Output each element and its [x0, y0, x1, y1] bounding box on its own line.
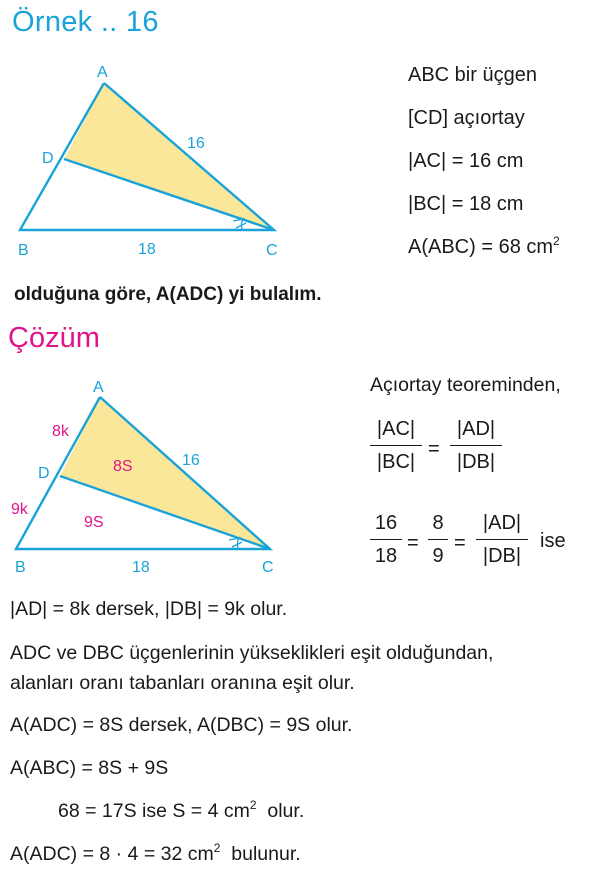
solution-line-6: A(ADC) = 8 · 4 = 32 $cm^2$ bulunur. [10, 841, 301, 865]
fraction-ac-bc: |AC| |BC| [370, 414, 422, 477]
label-a: A [97, 64, 108, 81]
triangle-figure-1 [0, 55, 300, 265]
equals-1: = [428, 438, 440, 460]
fraction-ad-db: |AD| |DB| [450, 414, 502, 477]
solution-line-1: |AD| = 8k dersek, |DB| = 9k olur. [10, 598, 288, 620]
label-ad-8k: 8k [52, 423, 69, 440]
triangle-figure-2 [0, 372, 300, 582]
label-ac-length: 16 [187, 135, 205, 152]
solution-title: Çözüm [8, 322, 100, 354]
label-d: D [42, 150, 54, 167]
label-area-9s: 9S [84, 514, 104, 531]
equals-2: = [407, 532, 419, 554]
question-text: olduğuna göre, A(ADC) yi bulalım. [14, 284, 322, 305]
ise-text: ise [540, 530, 566, 552]
example-title: Örnek .. 16 [12, 6, 159, 38]
solution-line-3: A(ADC) = 8S dersek, A(DBC) = 9S olur. [10, 714, 353, 736]
label-bc-length: 18 [138, 241, 156, 258]
given-line-4: |BC| = 18 cm [408, 193, 524, 215]
label-ac-2: 16 [182, 452, 200, 469]
equals-3: = [454, 532, 466, 554]
solution-line-2b: alanları oranı tabanları oranına eşit olur. [10, 672, 355, 694]
given-line-3: |AC| = 16 cm [408, 150, 524, 172]
label-c: C [266, 242, 278, 259]
shaded-triangle-adc [64, 83, 274, 230]
solution-line-4: A(ABC) = 8S + 9S [10, 757, 169, 779]
label-b-2: B [15, 559, 26, 576]
label-area-8s: 8S [113, 458, 133, 475]
fraction-16-18: 16 18 [370, 508, 402, 571]
label-d-2: D [38, 465, 50, 482]
solution-line-5: 68 = 17S ise S = 4 $cm^2$ olur. [58, 798, 305, 822]
solution-line-2a: ADC ve DBC üçgenlerinin yükseklikleri eşit olduğundan, [10, 642, 494, 664]
given-line-5: A(ABC) = 68 $cm^2$ [408, 234, 560, 258]
label-a-2: A [93, 379, 104, 396]
label-c-2: C [262, 559, 274, 576]
given-line-1: ABC bir üçgen [408, 64, 537, 86]
fraction-ad-db-2: |AD| |DB| [476, 508, 528, 571]
label-b: B [18, 242, 29, 259]
theorem-text: Açıortay teoreminden, [370, 374, 561, 396]
given-line-2: [CD] açıortay [408, 107, 525, 129]
label-bc-2: 18 [132, 559, 150, 576]
fraction-8-9: 8 9 [428, 508, 448, 571]
label-db-9k: 9k [11, 501, 28, 518]
